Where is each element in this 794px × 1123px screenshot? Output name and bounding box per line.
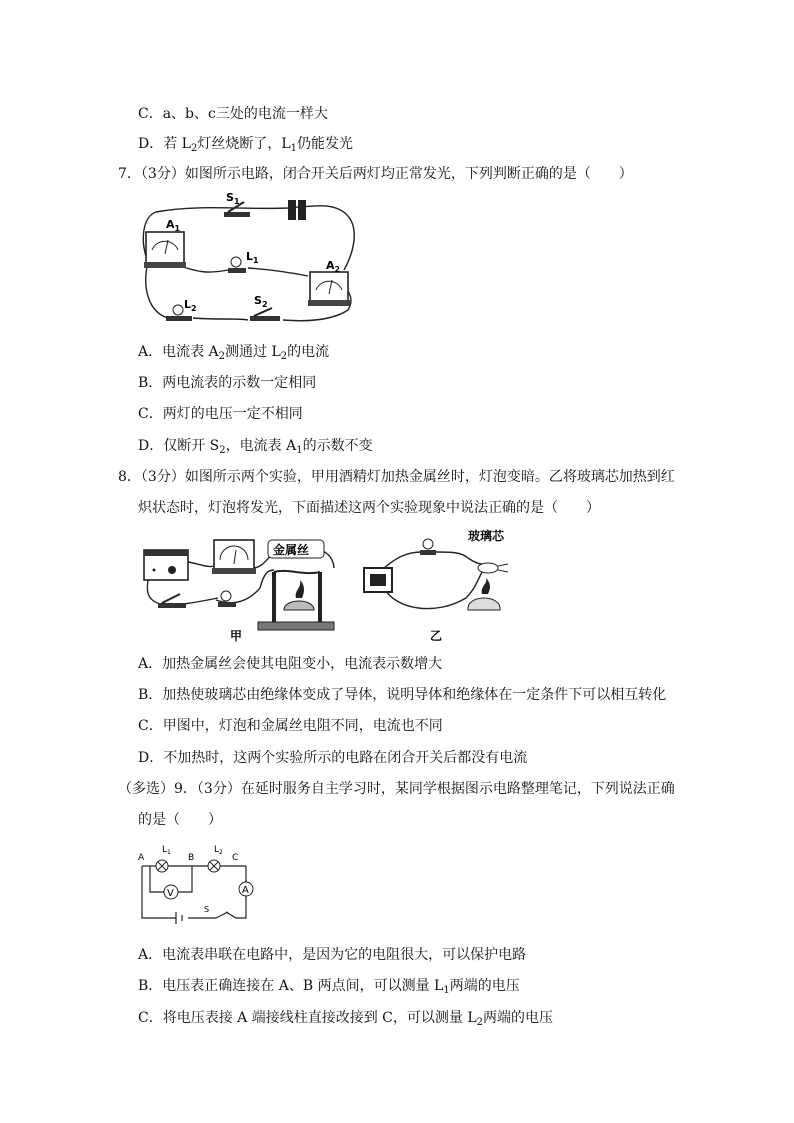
wire-stand: [258, 540, 334, 630]
figure-label-yi: 乙: [430, 629, 443, 643]
ammeter-a1: [144, 218, 186, 268]
q8-figure-jia: [138, 528, 350, 644]
svg-text:A2: $A_2$: [326, 259, 341, 274]
voltmeter-symbol: [164, 885, 178, 899]
lamp: [218, 591, 236, 607]
power-supply: [144, 550, 188, 580]
svg-text:V: V: [167, 888, 174, 899]
svg-text:A: A: [242, 885, 249, 896]
switch: [158, 594, 186, 608]
q8-stem-line1: 8．（3分）如图所示两个实验，甲用酒精灯加热金属丝时，灯泡变暗。乙将玻璃芯加热到红: [118, 469, 675, 485]
q7-option-d: D．仅断开 $S_2$，电流表 $A_1$的示数不变: [138, 438, 373, 456]
switch-s1: [224, 192, 250, 217]
alcohol-burner: [468, 578, 500, 610]
socket: [364, 568, 392, 592]
svg-text:L1: $L_1$: [162, 845, 171, 856]
svg-text:金属丝: 金属丝: [273, 543, 310, 557]
svg-text:L2: $L_2$: [184, 298, 197, 313]
lamp-l2-symbol: [208, 845, 223, 872]
q8-option-a: A．加热金属丝会使其电阻变小，电流表示数增大: [138, 656, 443, 672]
ammeter: [212, 540, 256, 574]
svg-text:A1: $A_1$: [166, 218, 181, 233]
q7-option-c: C．两灯的电压一定不相同: [138, 406, 303, 422]
svg-text:L1: $L_1$: [246, 250, 259, 265]
q9-option-b: B．电压表正确连接在 A、B 两点间，可以测量 $L_1$两端的电压: [138, 978, 520, 996]
q7-option-b: B．两电流表的示数一定相同: [138, 375, 317, 391]
q9-option-a: A．电流表串联在电路中，是因为它的电阻很大，可以保护电路: [138, 947, 527, 963]
ammeter-symbol: [239, 882, 253, 896]
q8-option-d: D．不加热时，这两个实验所示的电路在闭合开关后都没有电流: [138, 750, 528, 766]
q7-circuit-figure: [138, 192, 360, 328]
svg-text:玻璃芯: 玻璃芯: [468, 529, 505, 543]
svg-text:S1: $S_1$: [226, 192, 240, 206]
q9-stem-line1: （多选）9．（3分）在延时服务自主学习时，某同学根据图示电路整理笔记，下列说法正确: [118, 781, 675, 797]
lamp-l1: [228, 250, 259, 273]
point-b-label: B: [188, 853, 195, 863]
q8-figure-yi: [356, 528, 516, 644]
svg-text:L2: $L_2$: [214, 845, 223, 856]
q7-option-a: A．电流表 $A_2$测通过 $L_2$的电流: [138, 344, 330, 362]
svg-text:S2: $S_2$: [254, 294, 268, 309]
glass-core: [468, 528, 508, 573]
q9-option-c: C．将电压表接 A 端接线柱直接改接到 C，可以测量 $L_2$两端的电压: [138, 1010, 554, 1028]
q8-option-b: B．加热使玻璃芯由绝缘体变成了导体，说明导体和绝缘体在一定条件下可以相互转化: [138, 687, 667, 703]
switch-s2: [250, 294, 280, 321]
q9-circuit-diagram: [136, 840, 256, 924]
point-c-label: C: [232, 853, 239, 863]
lamp-l1-symbol: [156, 845, 171, 872]
switch-s-label: S: [204, 905, 210, 914]
ammeter-a2: [308, 259, 350, 306]
q7-stem: 7．（3分）如图所示电路，闭合开关后两灯均正常发光，下列判断正确的是（ ）: [118, 166, 633, 182]
q8-option-c: C．甲图中，灯泡和金属丝电阻不同，电流也不同: [138, 718, 443, 734]
battery: [288, 200, 306, 220]
q9-stem-line2: 的是（ ）: [138, 812, 222, 828]
q8-stem-line2: 炽状态时，灯泡将发光，下面描述这两个实验现象中说法正确的是（ ）: [138, 500, 600, 516]
point-a-label: A: [138, 853, 145, 863]
prev-option-c: C．a、b、c三处的电流一样大: [138, 106, 328, 122]
lamp-l2: [166, 298, 197, 321]
lamp: [420, 539, 436, 555]
prev-option-d: D．若 $L_2$灯丝烧断了，$L_1$仍能发光: [138, 136, 354, 154]
figure-label-jia: 甲: [230, 629, 243, 643]
